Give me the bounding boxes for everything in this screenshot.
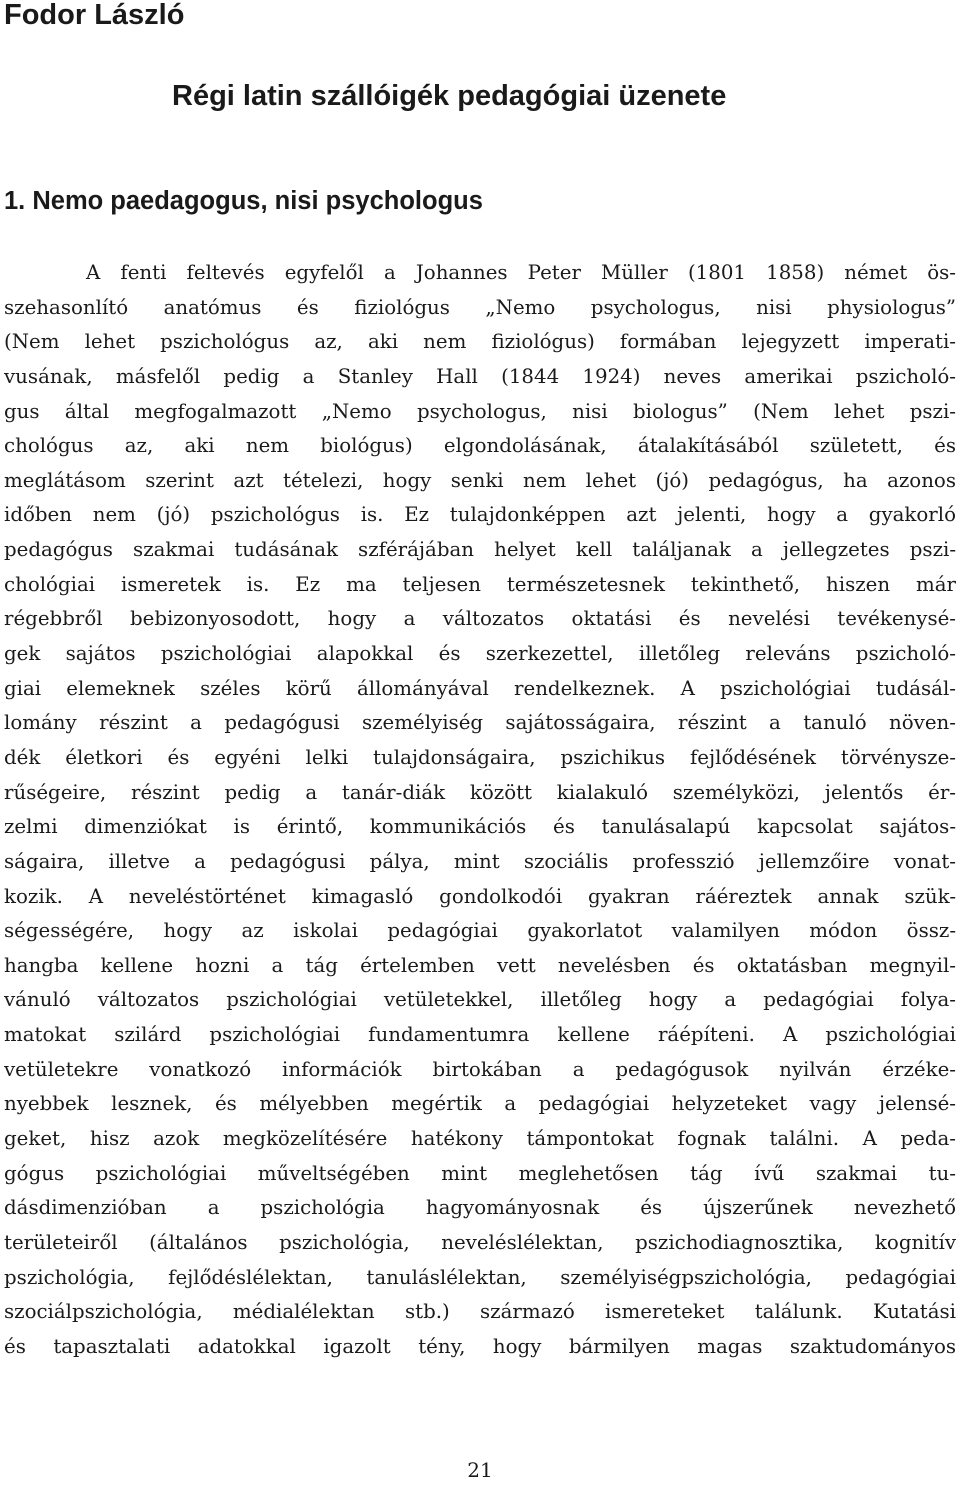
- article-title: Régi latin szállóigék pedagógiai üzenete: [172, 80, 727, 112]
- body-line: szociálpszichológia, médialélektan stb.) származó ismereteket találunk. Kutatási: [4, 1300, 956, 1324]
- body-line: (Nem lehet pszichológus az, aki nem fiziológus) formában lejegyzett imperati-: [4, 330, 956, 354]
- body-line: geket, hisz azok megközelítésére hatékony támpontokat fognak találni. A peda-: [4, 1127, 956, 1151]
- section-heading: 1. Nemo paedagogus, nisi psychologus: [4, 187, 483, 215]
- body-line: giai elemeknek széles körű állományával rendelkeznek. A pszichológiai tudásál-: [4, 676, 956, 700]
- body-paragraph: [4, 256, 956, 1365]
- body-line: szehasonlító anatómus és fiziológus „Nemo psychologus, nisi physiologus”: [4, 295, 956, 319]
- page-number: 21: [467, 1458, 493, 1482]
- body-line: dásdimenzióban a pszichológia hagyományosnak és újszerűnek nevezhető: [4, 1196, 956, 1220]
- body-line: pedagógus szakmai tudásának szférájában helyet kell találjanak a jellegzetes pszi-: [4, 538, 956, 562]
- body-line: gus által megfogalmazott „Nemo psychologus, nisi biologus” (Nem lehet pszi-: [4, 399, 956, 423]
- body-line: pszichológia, fejlődéslélektan, tanuláslélektan, személyiségpszichológia, pedagógiai: [4, 1265, 956, 1289]
- body-line: gek sajátos pszichológiai alapokkal és szerkezettel, illetőleg releváns pszicholó-: [4, 642, 956, 666]
- body-line: ságaira, illetve a pedagógusi pálya, mint szociális professzió jellemzőire vonat-: [4, 849, 956, 873]
- body-line: ségességére, hogy az iskolai pedagógiai gyakorlatot valamilyen módon össz-: [4, 919, 956, 943]
- body-line: gógus pszichológiai műveltségében mint meglehetősen tág ívű szakmai tu-: [4, 1161, 956, 1185]
- body-line: chológiai ismeretek is. Ez ma teljesen természetesnek tekinthető, hiszen már: [4, 572, 956, 596]
- body-line: időben nem (jó) pszichológus is. Ez tulajdonképpen azt jelenti, hogy a gyakorló: [4, 503, 956, 527]
- body-line: chológus az, aki nem biológus) elgondolásának, átalakításából született, és: [4, 434, 956, 458]
- body-line: vusának, másfelől pedig a Stanley Hall (1844 1924) neves amerikai pszicholó-: [4, 364, 956, 388]
- body-line: régebbről bebizonyosodott, hogy a változatos oktatási és nevelési tevékenysé-: [4, 607, 956, 631]
- body-line: A fenti feltevés egyfelől a Johannes Peter Müller (1801 1858) német ös-: [86, 261, 956, 284]
- body-line: dék életkori és egyéni lelki tulajdonságaira, pszichikus fejlődésének törvénysze-: [4, 745, 956, 769]
- body-line: lomány részint a pedagógusi személyiség sajátosságaira, részint a tanuló növen-: [4, 711, 956, 735]
- body-line: és tapasztalati adatokkal igazolt tény, hogy bármilyen magas szaktudományos: [4, 1334, 956, 1358]
- body-line: hangba kellene hozni a tág értelemben vett nevelésben és oktatásban megnyil-: [4, 953, 956, 977]
- body-line: nyebbek lesznek, és mélyebben megértik a pedagógiai helyzeteket vagy jelensé-: [4, 1092, 956, 1116]
- body-line: rűségeire, részint pedig a tanár-diák között kialakuló személyközi, jelentős ér-: [4, 780, 956, 804]
- body-line: kozik. A neveléstörténet kimagasló gondolkodói gyakran ráéreztek annak szük-: [4, 884, 956, 908]
- author-name: Fodor László: [4, 0, 185, 31]
- body-line: meglátásom szerint azt tételezi, hogy senki nem lehet (jó) pedagógus, ha azonos: [4, 468, 956, 492]
- body-line: területeiről (általános pszichológia, neveléslélektan, pszichodiagnosztika, kognitív: [4, 1230, 956, 1254]
- body-line: vánuló változatos pszichológiai vetületekkel, illetőleg hogy a pedagógiai folya-: [4, 988, 956, 1012]
- body-line: vetületekre vonatkozó információk birtokában a pedagógusok nyilván érzéke-: [4, 1057, 956, 1081]
- body-line: matokat szilárd pszichológiai fundamentumra kellene ráépíteni. A pszichológiai: [4, 1023, 956, 1047]
- body-line: zelmi dimenziókat is érintő, kommunikációs és tanulásalapú kapcsolat sajátos-: [4, 815, 956, 839]
